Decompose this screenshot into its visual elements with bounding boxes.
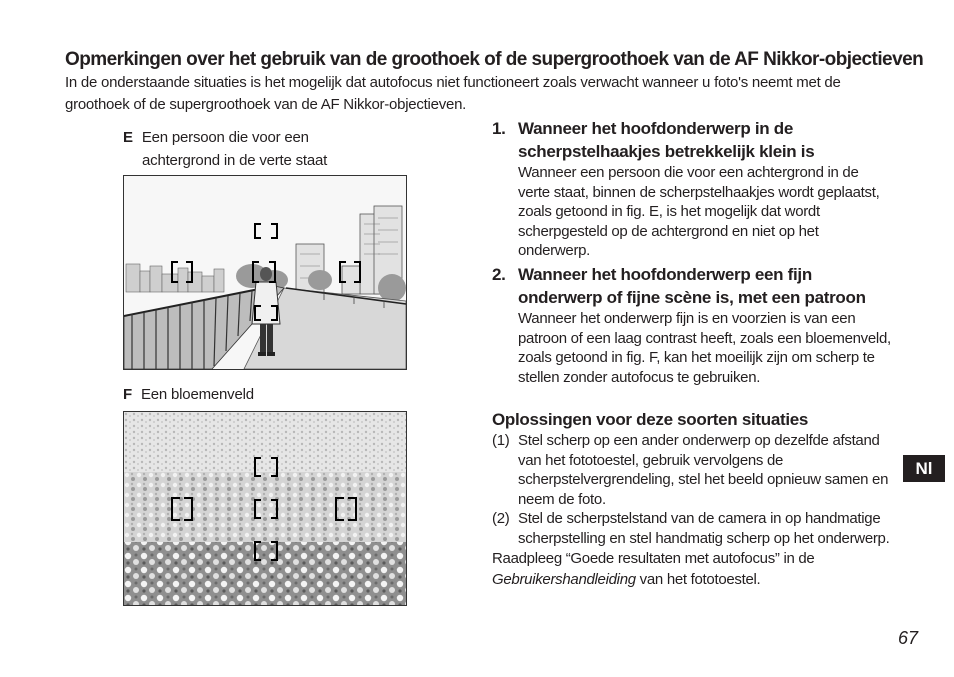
page-number: 67 xyxy=(898,628,919,648)
item-1-title: Wanneer het hoofdonderwerp in de scherpstelhaakjes betrekkelijk klein is xyxy=(518,119,815,161)
figure-e-caption: E Een persoon die voor een achtergrond in de verte staat xyxy=(123,129,328,169)
solution-1: (1) Stel scherp op een ander onderwerp op dezelfde afstand van het fototoestel, gebruik vervolgens de scherpstelvergrendeling, stel het beeld opnieuw samen en neem de foto. xyxy=(492,432,889,508)
intro-paragraph: In de onderstaande situaties is het mogelijk dat autofocus niet functioneert zoals verwacht wanneer u foto's neemt met de groothoek of de supergroothoek van de AF Nikkor-objectieven. xyxy=(65,74,841,113)
item-2: 2. Wanneer het hoofdonderwerp een fijn onderwerp of fijne scène is, met een patroon Wanneer het onderwerp fijn is en voorzien is van een patroon of een laag contrast heeft, zoals een bloemenveld, zoals getoond in fig. F, kan het moeilijk zijn om scherp te stellen zonder autofocus te gebruiken. xyxy=(492,265,891,386)
solutions xyxy=(492,409,892,590)
item-1: 1. Wanneer het hoofdonderwerp in de scherpstelhaakjes betrekkelijk klein is Wanneer een persoon die voor een achtergrond in de verte staat, binnen de scherpstelhaakjes wordt geplaatst, zoals getoond in fig. E, is het mogelijk dat wordt scherpgesteld op de achtergrond en niet op het onderwerp. xyxy=(492,117,892,261)
reference-line: Raadpleeg “Goede resultaten met autofocus” in de xyxy=(492,550,815,567)
language-tab: Nl xyxy=(903,455,945,482)
item-2-body: Wanneer het onderwerp fijn is en voorzien is van een patroon of een laag contrast heeft, zoals een bloemenveld, zoals getoond in fig. F, kan het moeilijk zijn om scherp te stellen zonder autofocus te gebruiken. xyxy=(518,310,891,386)
item-1-body: Wanneer een persoon die voor een achtergrond in de verte staat, binnen de scherpstelhaakjes wordt geplaatst, zoals getoond in fig. E, is het mogelijk dat wordt scherpgesteld op de achtergrond en niet op het onderwerp. xyxy=(518,164,880,259)
manual-title: Gebruikershandleiding xyxy=(492,571,636,588)
figure-f-caption: F Een bloemenveld xyxy=(123,386,254,403)
figure-e-letter: E xyxy=(123,129,133,146)
page-heading: Opmerkingen over het gebruik van de groothoek of de supergroothoek van de AF Nikkor-objectieven xyxy=(65,49,924,70)
reference-line-2: Gebruikershandleiding van het fototoestel. xyxy=(492,571,761,588)
solutions-heading: Oplossingen voor deze soorten situaties xyxy=(492,410,809,429)
figure-f-letter: F xyxy=(123,386,132,403)
figure-e-image xyxy=(123,175,407,370)
figure-f-image xyxy=(123,411,407,606)
solution-2: (2) Stel de scherpstelstand van de camera in op handmatige scherpstelling en stel handmatig scherp op het onderwerp. xyxy=(492,510,890,547)
item-2-title: Wanneer het hoofdonderwerp een fijn onderwerp of fijne scène is, met een patroon xyxy=(518,265,866,307)
